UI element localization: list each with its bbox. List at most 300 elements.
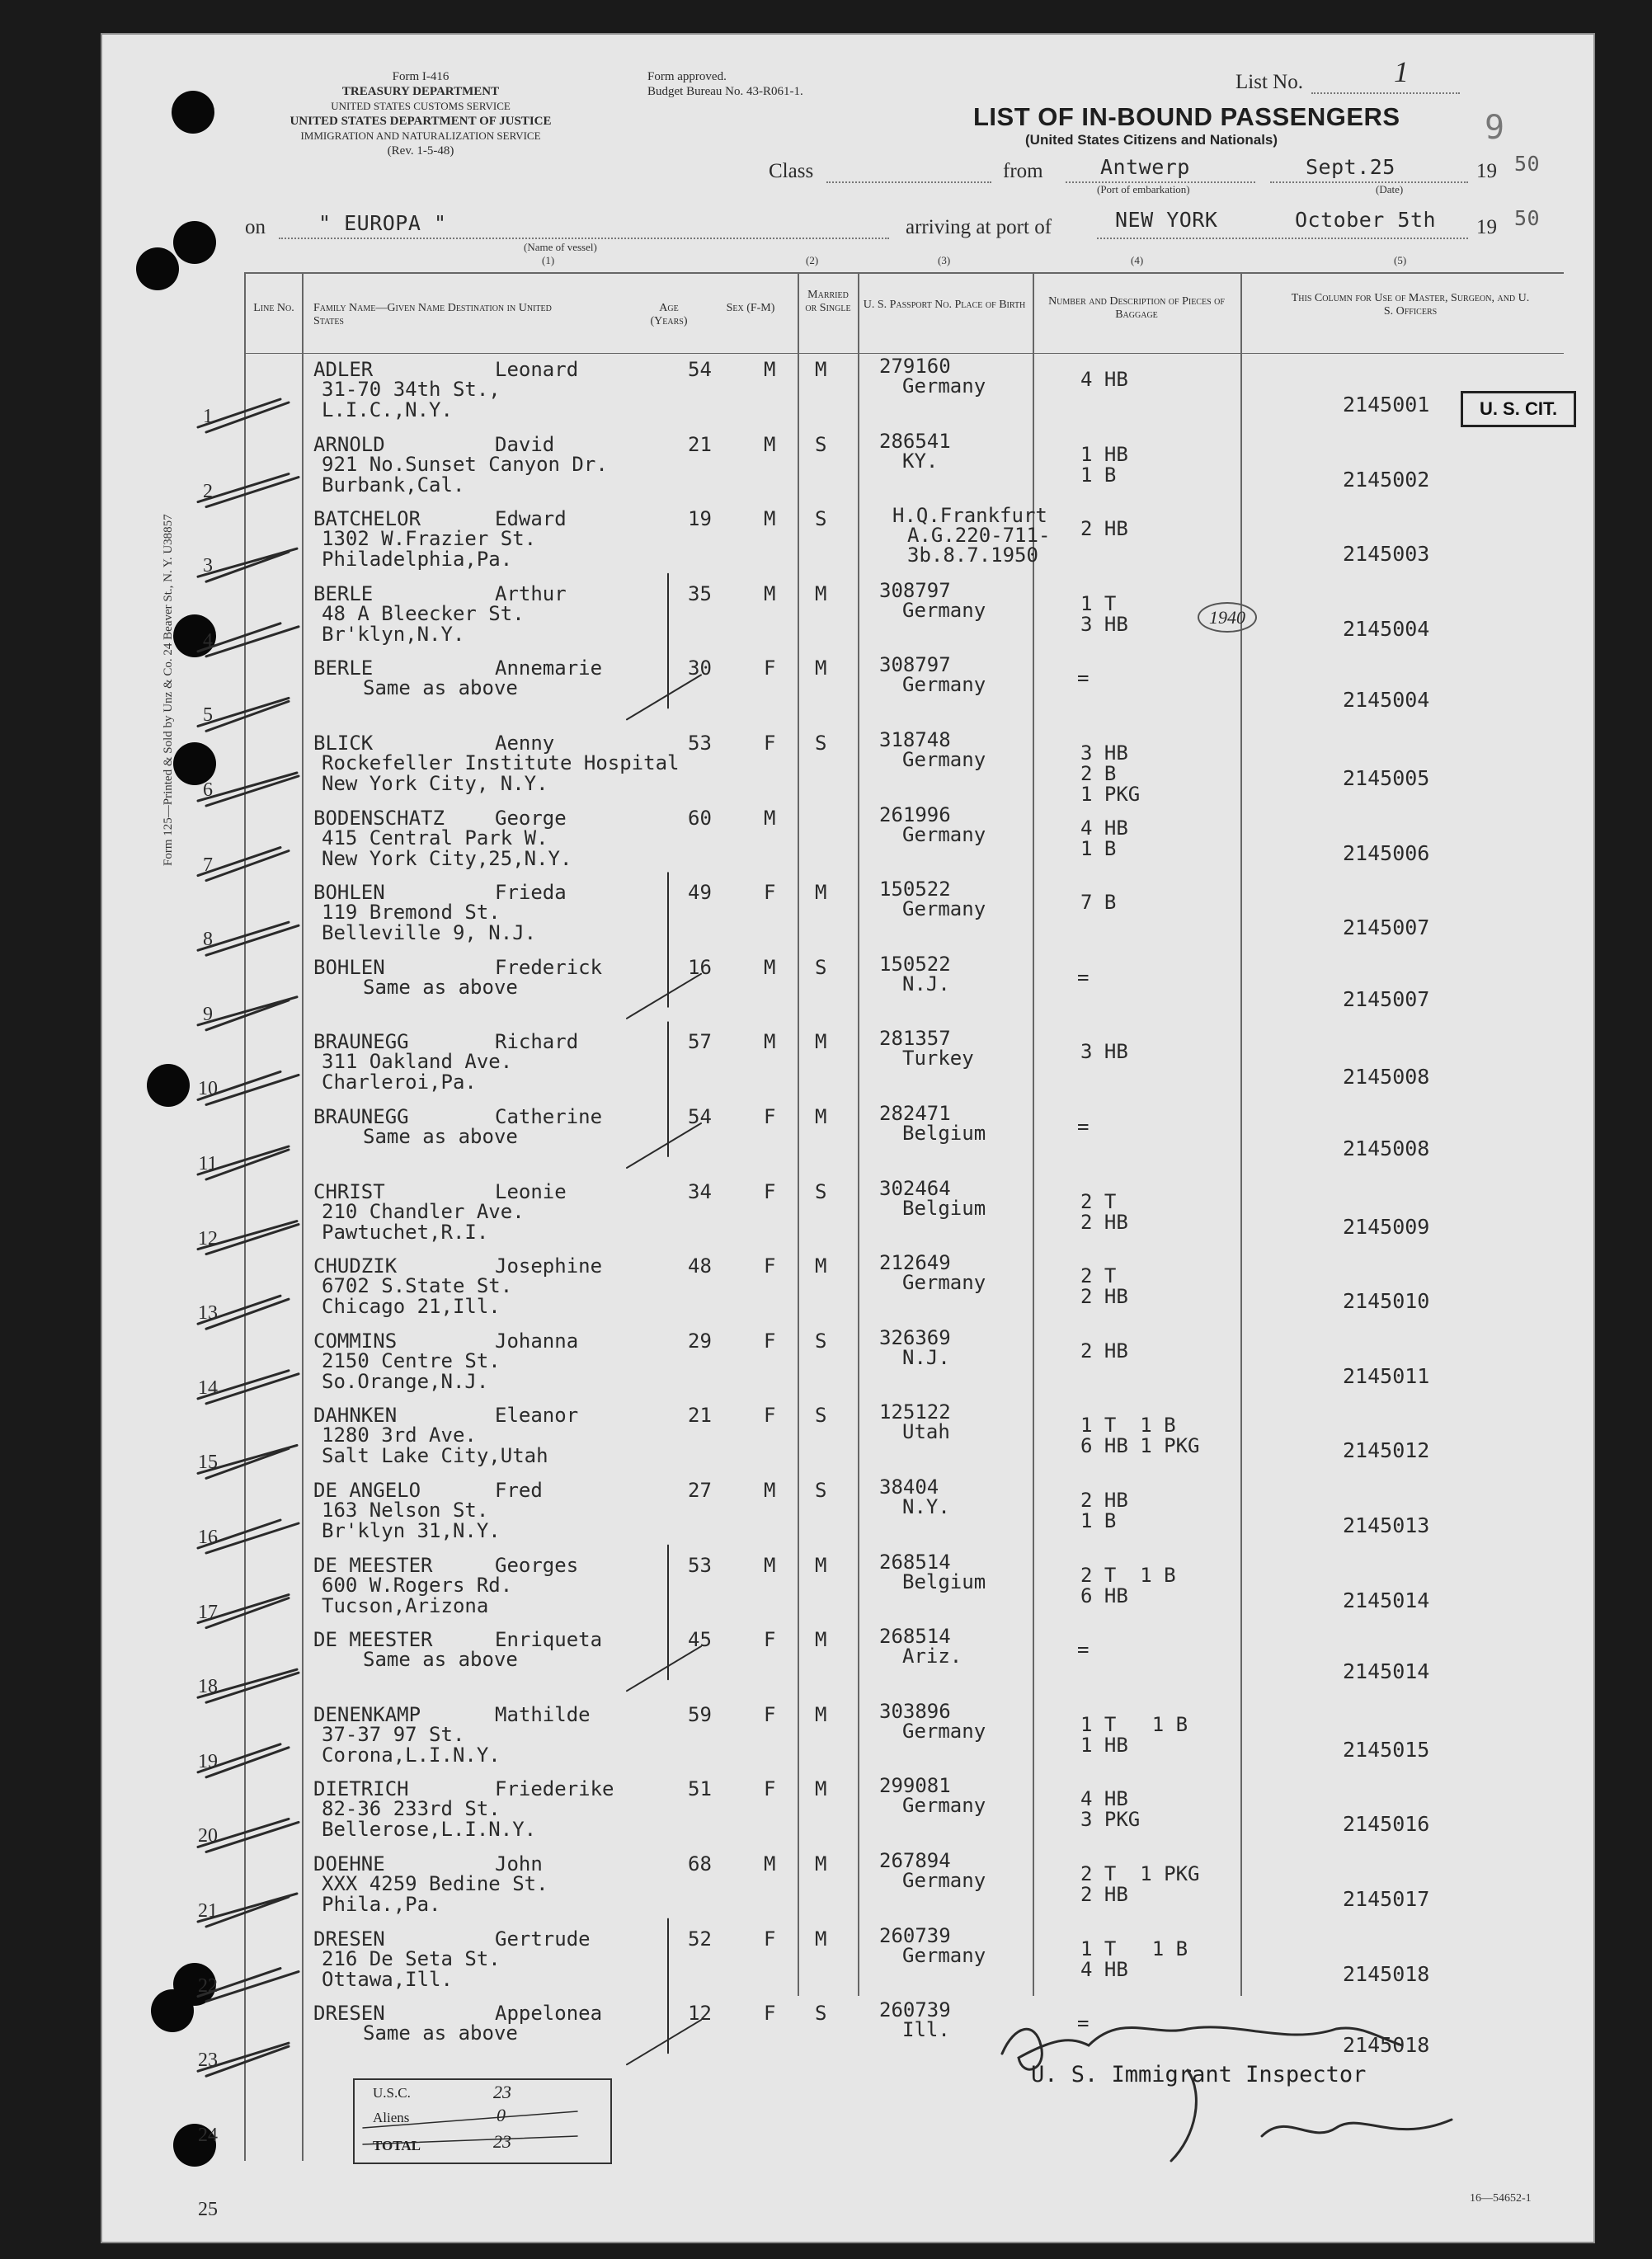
certificate-number: 2145018	[1343, 1961, 1430, 1986]
baggage-item: 1 T 1 B	[1080, 1712, 1188, 1736]
baggage-item: 3 HB	[1080, 741, 1128, 765]
check-mark	[198, 1146, 289, 1179]
list-no-label: List No.	[1235, 71, 1303, 93]
year-prefix-2: 19	[1476, 216, 1497, 238]
destination-line: 311 Oakland Ave.	[322, 1050, 513, 1074]
certificate-number: 2145007	[1343, 986, 1430, 1011]
baggage-item: 1 T 1 B	[1080, 1414, 1176, 1438]
certificate-number: 2145005	[1343, 766, 1430, 790]
sex: M	[764, 955, 776, 979]
justice-dept: UNITED STATES DEPARTMENT OF JUSTICE	[289, 115, 552, 128]
given-name: Eleanor	[495, 1404, 579, 1428]
page-subtitle: (United States Citizens and Nationals)	[1025, 132, 1278, 148]
check-mark	[198, 1744, 289, 1777]
baggage-item: 2 HB	[1080, 1489, 1128, 1512]
certificate-number: 2145004	[1343, 688, 1430, 713]
age: 49	[688, 881, 712, 905]
destination-line: 921 No.Sunset Canyon Dr.	[322, 452, 608, 476]
destination-line: Corona,L.I.N.Y.	[322, 1743, 501, 1767]
baggage-item: 4 HB	[1080, 1957, 1128, 1981]
check-mark	[198, 624, 299, 657]
destination-line: Tucson,Arizona	[322, 1593, 489, 1617]
check-mark	[198, 848, 289, 881]
destination-line: Rockefeller Institute Hospital	[322, 751, 680, 774]
check-mark	[198, 1296, 289, 1329]
passport-number: 268514	[879, 1550, 951, 1574]
baggage-item: 1 B	[1080, 1509, 1117, 1532]
given-name: Josephine	[495, 1254, 603, 1278]
inspector-initials	[1262, 2120, 1452, 2136]
place-of-birth: Germany	[902, 1869, 986, 1892]
budget-label: Budget Bureau No. 43-R061-1.	[647, 85, 803, 98]
passport-number: 308797	[879, 653, 951, 677]
destination-line: New York City, N.Y.	[322, 772, 548, 795]
ins-service: IMMIGRATION AND NATURALIZATION SERVICE	[300, 129, 541, 142]
check-mark	[198, 1221, 299, 1254]
family-name: BATCHELOR	[313, 507, 421, 531]
port-of-embarkation: Antwerp	[1100, 155, 1190, 179]
passport-number: 212649	[879, 1251, 951, 1275]
certificate-number: 2145006	[1343, 840, 1430, 865]
passport-number: 302464	[879, 1176, 951, 1200]
marital-status: S	[815, 2002, 827, 2026]
col-header-officers: This Column for Use of Master, Surgeon, and U. S. Officers	[1291, 292, 1530, 318]
certificate-number: 2145008	[1343, 1065, 1430, 1089]
family-name: DAHNKEN	[313, 1404, 398, 1428]
class-label: Class	[769, 160, 814, 182]
passport-number: 150522	[879, 878, 951, 901]
baggage-item: 2 T 1 B	[1080, 1563, 1176, 1587]
place-of-birth: A.G.220-711-	[907, 524, 1051, 548]
given-name: Enriqueta	[495, 1628, 603, 1652]
family-group-tick	[627, 675, 701, 719]
passport-number: 261996	[879, 802, 951, 826]
certificate-number: 2145014	[1343, 1588, 1430, 1612]
destination-line: Phila.,Pa.	[322, 1893, 441, 1916]
passport-number: 326369	[879, 1325, 951, 1349]
marital-status: M	[815, 1628, 827, 1652]
line-number: 23	[198, 2050, 218, 2072]
sex: M	[764, 806, 776, 830]
age: 59	[688, 1702, 712, 1726]
place-of-birth: Germany	[902, 374, 986, 398]
family-name: DENENKAMP	[313, 1702, 421, 1726]
destination-line: Same as above	[363, 1125, 518, 1148]
family-name: DRESEN	[313, 2002, 385, 2026]
check-mark	[198, 1595, 289, 1628]
certificate-number: 2145008	[1343, 1137, 1430, 1160]
check-mark	[198, 548, 297, 581]
year-prefix-1: 19	[1476, 160, 1497, 182]
destination-line: Same as above	[363, 975, 518, 999]
age: 53	[688, 1553, 712, 1577]
family-name: BLICK	[313, 732, 374, 755]
marital-status: S	[815, 432, 827, 456]
family-name: DE MEESTER	[313, 1553, 433, 1577]
passport-number: H.Q.Frankfurt	[892, 504, 1047, 528]
family-name: DIETRICH	[313, 1777, 409, 1801]
family-name: BRAUNEGG	[313, 1105, 409, 1128]
certificate-number: 2145003	[1343, 542, 1430, 567]
given-name: Aenny	[495, 732, 555, 755]
certificate-number: 2145011	[1343, 1363, 1430, 1388]
age: 48	[688, 1254, 712, 1278]
baggage-item: 1 T 1 B	[1080, 1937, 1188, 1960]
family-name: BODENSCHATZ	[313, 806, 445, 830]
form-revision: (Rev. 1-5-48)	[387, 144, 454, 158]
passport-number: 150522	[879, 952, 951, 976]
inspector-label: U. S. Immigrant Inspector	[1031, 2062, 1367, 2087]
family-name: BERLE	[313, 657, 374, 680]
marital-status: M	[815, 657, 827, 680]
check-mark	[198, 922, 299, 955]
destination-line: Burbank,Cal.	[322, 473, 465, 497]
aliens-label: Aliens	[373, 2110, 410, 2125]
given-name: Catherine	[495, 1105, 603, 1128]
aliens-count: 0	[497, 2105, 506, 2125]
check-mark	[198, 698, 289, 731]
destination-line: 2150 Centre St.	[322, 1348, 501, 1372]
line-number: 19	[198, 1750, 218, 1772]
given-name: Leonie	[495, 1179, 567, 1203]
page-title: LIST OF IN-BOUND PASSENGERS	[973, 102, 1400, 131]
col-number-4: (4)	[1131, 254, 1144, 266]
marital-status: M	[815, 1702, 827, 1726]
certificate-number: 2145015	[1343, 1737, 1430, 1762]
place-of-birth: Belgium	[902, 1196, 986, 1220]
col-header-sex: Sex (F-M)	[726, 302, 775, 314]
total-count: 23	[493, 2131, 511, 2152]
destination-line: 600 W.Rogers Rd.	[322, 1573, 513, 1597]
family-group-tick	[627, 1646, 701, 1691]
sex: F	[764, 1404, 776, 1428]
totals-strike	[363, 2111, 577, 2144]
age: 27	[688, 1479, 712, 1502]
family-group-tick	[627, 2020, 701, 2064]
line-number: 17	[198, 1601, 218, 1623]
passport-number: 282471	[879, 1102, 951, 1125]
baggage-item: 1 B	[1080, 463, 1117, 487]
destination-line: 216 De Seta St.	[322, 1946, 501, 1970]
baggage-item: 7 B	[1080, 891, 1117, 915]
check-mark	[198, 1669, 299, 1702]
baggage-item: 6 HB	[1080, 1584, 1128, 1607]
check-mark	[198, 1371, 299, 1404]
baggage-item: =	[1077, 1638, 1090, 1662]
col-number-5: (5)	[1394, 254, 1407, 266]
family-name: BRAUNEGG	[313, 1030, 409, 1054]
sex: F	[764, 732, 776, 755]
certificate-number: 2145013	[1343, 1513, 1430, 1537]
passport-number: 260739	[879, 1998, 951, 2022]
port-caption: (Port of embarkation)	[1097, 183, 1190, 195]
passport-number: 38404	[879, 1475, 939, 1499]
baggage-item: 2 HB	[1080, 1285, 1128, 1309]
age: 60	[688, 806, 712, 830]
check-mark	[198, 399, 289, 432]
baggage-item: 1 B	[1080, 836, 1117, 860]
family-name: COMMINS	[313, 1329, 398, 1353]
baggage-item: 1 HB	[1080, 442, 1128, 466]
age: 54	[688, 358, 712, 381]
place-of-birth: Germany	[902, 1271, 986, 1295]
passport-number: 267894	[879, 1849, 951, 1872]
usc-label: U.S.C.	[373, 2085, 411, 2101]
given-name: Leonard	[495, 358, 579, 381]
line-number: 5	[203, 704, 213, 727]
destination-line: So.Orange,N.J.	[322, 1369, 489, 1393]
col-number-1: (1)	[542, 254, 555, 266]
place-of-birth: Germany	[902, 1794, 986, 1818]
approved-label: Form approved.	[647, 70, 727, 83]
baggage-item: =	[1077, 666, 1090, 690]
certificate-number: 2145016	[1343, 1812, 1430, 1837]
marital-status: M	[815, 1927, 827, 1951]
check-mark	[198, 997, 297, 1030]
col-number-3: (3)	[938, 254, 951, 266]
sex: M	[764, 1852, 776, 1875]
line-number: 8	[203, 929, 213, 951]
baggage-item: 4 HB	[1080, 1787, 1128, 1811]
passport-number: 279160	[879, 355, 951, 378]
arrival-port: NEW YORK	[1115, 208, 1218, 232]
certificate-number: 2145001	[1343, 393, 1430, 417]
baggage-item: 4 HB	[1080, 816, 1128, 840]
handwritten-year-note: 1940	[1198, 602, 1257, 633]
passport-number: 268514	[879, 1625, 951, 1649]
age: 68	[688, 1852, 712, 1875]
sex: M	[764, 1030, 776, 1054]
date-caption: (Date)	[1376, 183, 1404, 195]
line-number: 14	[198, 1377, 218, 1399]
destination-line: L.I.C.,N.Y.	[322, 398, 453, 421]
arriving-label: arriving at port of	[906, 216, 1052, 238]
destination-line: Chicago 21,Ill.	[322, 1295, 501, 1319]
age: 16	[688, 955, 712, 979]
baggage-item: 2 T	[1080, 1264, 1117, 1288]
family-group-tick	[627, 1123, 701, 1168]
baggage-item: =	[1077, 965, 1090, 989]
arrival-date: October 5th	[1295, 208, 1437, 232]
col-header-passport: U. S. Passport No. Place of Birth	[863, 299, 1026, 311]
destination-line: Ottawa,Ill.	[322, 1967, 453, 1991]
baggage-item: 1 T	[1080, 591, 1117, 615]
destination-line: 163 Nelson St.	[322, 1499, 489, 1522]
age: 21	[688, 432, 712, 456]
passport-number: 281357	[879, 1027, 951, 1051]
arrival-year: 50	[1514, 206, 1541, 230]
corner-number: 9	[1485, 109, 1505, 147]
baggage-item: 6 HB 1 PKG	[1080, 1434, 1200, 1458]
line-number: 11	[198, 1153, 218, 1174]
marital-status: M	[815, 1105, 827, 1128]
certificate-number: 2145014	[1343, 1659, 1430, 1684]
destination-line: XXX 4259 Bedine St.	[322, 1872, 548, 1895]
marital-status: M	[815, 358, 827, 381]
given-name: Gertrude	[495, 1927, 591, 1951]
family-name: DOEHNE	[313, 1852, 385, 1875]
age: 54	[688, 1105, 712, 1128]
baggage-item: 1 PKG	[1080, 783, 1141, 806]
line-number: 25	[198, 2199, 218, 2221]
customs-service: UNITED STATES CUSTOMS SERVICE	[331, 100, 511, 112]
check-mark	[198, 474, 299, 507]
age: 53	[688, 732, 712, 755]
place-of-birth: Belgium	[902, 1122, 986, 1145]
treasury-dept: TREASURY DEPARTMENT	[341, 85, 500, 98]
baggage-item: 2 HB	[1080, 1339, 1128, 1362]
age: 12	[688, 2002, 712, 2026]
place-of-birth: Turkey	[902, 1047, 974, 1071]
us-citizen-stamp: U. S. CIT.	[1461, 391, 1576, 427]
line-number: 2	[203, 480, 213, 502]
line-number: 18	[198, 1676, 218, 1698]
inspector-signature	[1002, 2027, 1402, 2069]
destination-line: 6702 S.State St.	[322, 1274, 513, 1298]
col-number-2: (2)	[806, 254, 819, 266]
marital-status: M	[815, 1030, 827, 1054]
certificate-number: 2145017	[1343, 1887, 1430, 1911]
destination-line: 210 Chandler Ave.	[322, 1199, 525, 1223]
destination-line: Br'klyn,N.Y.	[322, 622, 465, 646]
destination-line: Br'klyn 31,N.Y.	[322, 1519, 501, 1542]
line-number: 24	[198, 2124, 218, 2146]
check-mark	[198, 2043, 289, 2076]
place-of-birth: Germany	[902, 1719, 986, 1743]
col-header-line: Line No.	[253, 302, 294, 314]
marital-status: M	[815, 1777, 827, 1801]
col-header-baggage: Number and Description of Pieces of Baggage	[1048, 295, 1225, 321]
family-group-tick	[627, 974, 701, 1019]
family-name: CHRIST	[313, 1179, 385, 1203]
check-mark	[198, 1894, 297, 1927]
baggage-item: =	[1077, 2012, 1090, 2035]
age: 51	[688, 1777, 712, 1801]
marital-status: M	[815, 1254, 827, 1278]
family-name: BOHLEN	[313, 955, 385, 979]
from-label: from	[1003, 160, 1043, 182]
baggage-item: 2 T	[1080, 1189, 1117, 1213]
sex: F	[764, 1254, 776, 1278]
place-of-birth: Germany	[902, 897, 986, 921]
age: 35	[688, 581, 712, 605]
sex: F	[764, 881, 776, 905]
baggage-item: 3 PKG	[1080, 1808, 1141, 1832]
family-name: DE MEESTER	[313, 1628, 433, 1652]
family-name: BERLE	[313, 581, 374, 605]
baggage-item: 2 T 1 PKG	[1080, 1862, 1200, 1885]
line-number: 16	[198, 1527, 218, 1548]
on-label: on	[245, 216, 266, 238]
destination-line: Pawtuchet,R.I.	[322, 1220, 489, 1244]
marital-status: M	[815, 1553, 827, 1577]
line-number: 3	[203, 555, 213, 577]
line-number: 7	[203, 854, 213, 876]
place-of-birth: Utah	[902, 1420, 950, 1444]
family-name: ADLER	[313, 358, 374, 381]
baggage-item: 2 HB	[1080, 1210, 1128, 1234]
line-number: 6	[203, 779, 213, 801]
check-mark	[198, 1071, 299, 1104]
age: 45	[688, 1628, 712, 1652]
sex: F	[764, 1179, 776, 1203]
check-mark	[198, 1819, 299, 1852]
place-of-birth: Germany	[902, 748, 986, 771]
marital-status: M	[815, 581, 827, 605]
sex: M	[764, 358, 776, 381]
total-label: TOTAL	[373, 2138, 421, 2153]
destination-line: 48 A Bleecker St.	[322, 601, 525, 625]
sex: M	[764, 581, 776, 605]
marital-status: M	[815, 881, 827, 905]
given-name: George	[495, 806, 567, 830]
baggage-item: 3 HB	[1080, 612, 1128, 636]
given-name: Frieda	[495, 881, 567, 905]
sex: F	[764, 2002, 776, 2026]
age: 52	[688, 1927, 712, 1951]
marital-status: S	[815, 732, 827, 755]
place-of-birth: N.J.	[902, 1345, 950, 1369]
family-name: BOHLEN	[313, 881, 385, 905]
certificate-number: 2145009	[1343, 1214, 1430, 1239]
destination-line: New York City,25,N.Y.	[322, 846, 572, 870]
passport-number: 125122	[879, 1400, 951, 1424]
destination-line: Same as above	[363, 1648, 518, 1672]
given-name: Fred	[495, 1479, 543, 1502]
sex: M	[764, 1479, 776, 1502]
marital-status: S	[815, 507, 827, 531]
marital-status: S	[815, 1179, 827, 1203]
destination-line: 1302 W.Frazier St.	[322, 527, 537, 551]
baggage-item: 4 HB	[1080, 368, 1128, 391]
age: 30	[688, 657, 712, 680]
vessel-name: " EUROPA "	[318, 211, 447, 235]
line-number: 20	[198, 1825, 218, 1847]
check-mark	[198, 773, 299, 806]
passport-number: 286541	[879, 429, 951, 453]
destination-line: Salt Lake City,Utah	[322, 1444, 548, 1468]
usc-count: 23	[493, 2082, 511, 2102]
destination-line: 119 Bremond St.	[322, 901, 501, 925]
place-of-birth: Belgium	[902, 1570, 986, 1593]
given-name: Johanna	[495, 1329, 579, 1353]
given-name: Georges	[495, 1553, 579, 1577]
sex: F	[764, 1702, 776, 1726]
age: 57	[688, 1030, 712, 1054]
sex: M	[764, 1553, 776, 1577]
marital-status: M	[815, 1852, 827, 1875]
place-of-birth: Germany	[902, 673, 986, 697]
destination-line: Belleville 9, N.J.	[322, 921, 537, 945]
baggage-item: 1 HB	[1080, 1733, 1128, 1757]
line-number: 9	[203, 1003, 213, 1025]
sex: F	[764, 1927, 776, 1951]
destination-line: Charleroi,Pa.	[322, 1071, 477, 1094]
check-mark	[198, 1969, 299, 2002]
passport-issue-detail: 3b.8.7.1950	[907, 544, 1038, 567]
baggage-item: 2 HB	[1080, 517, 1128, 541]
given-name: Arthur	[495, 581, 567, 605]
place-of-birth: Ill.	[902, 2018, 950, 2042]
place-of-birth: Ariz.	[902, 1645, 962, 1668]
passport-number: 260739	[879, 1923, 951, 1947]
given-name: John	[495, 1852, 543, 1875]
line-number: 21	[198, 1900, 218, 1922]
certificate-number: 2145007	[1343, 915, 1430, 940]
line-number: 13	[198, 1302, 218, 1325]
age: 19	[688, 507, 712, 531]
printer-side-text: Form 125—Printed & Sold by Unz & Co. 24 Beaver St., N. Y. U38857	[162, 514, 175, 866]
